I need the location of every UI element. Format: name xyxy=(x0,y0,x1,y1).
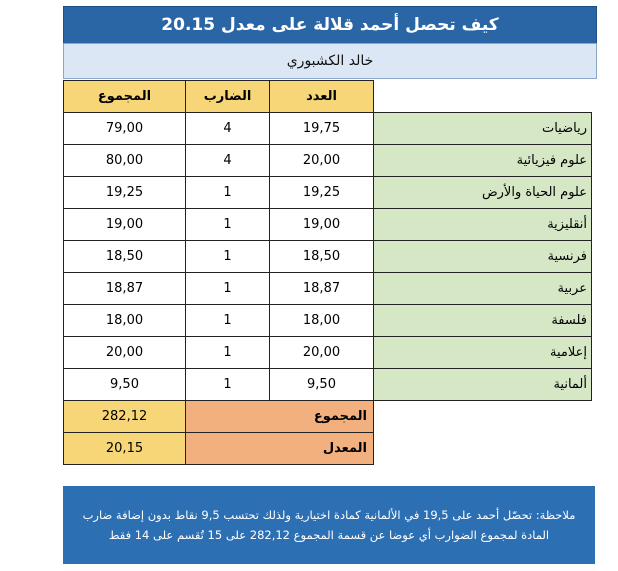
note-text: ملاحظة: تحصّل أحمد على 19,5 في الألمانية كمادة اختيارية ولذلك تحتسب 9,5 نقاط بدون إضافة ضارب المادة لمجموع الضوارب أي عوضا عن قسمة المجموع 282,12 على 15 تُقسم على 14 فقط xyxy=(82,508,576,542)
note-box xyxy=(63,486,595,564)
table-row xyxy=(64,337,592,369)
row-subject: ألمانية xyxy=(374,369,592,401)
row-subject: فلسفة xyxy=(374,305,592,337)
header-coefficient: الضارب xyxy=(186,81,270,113)
row-coefficient: 1 xyxy=(186,273,270,305)
sum-label: المجموع xyxy=(186,401,374,433)
row-total: 19,25 xyxy=(64,177,186,209)
row-coefficient: 1 xyxy=(186,241,270,273)
header-blank xyxy=(374,81,592,113)
row-total: 18,00 xyxy=(64,305,186,337)
table-row xyxy=(64,177,592,209)
row-coefficient: 1 xyxy=(186,369,270,401)
sum-row xyxy=(64,401,592,433)
header-score: العدد xyxy=(270,81,374,113)
row-coefficient: 1 xyxy=(186,337,270,369)
row-total: 18,50 xyxy=(64,241,186,273)
row-total: 9,50 xyxy=(64,369,186,401)
table-row xyxy=(64,113,592,145)
row-score: 9,50 xyxy=(270,369,374,401)
author-name: خالد الكشبوري xyxy=(63,43,597,79)
row-subject: رياضيات xyxy=(374,113,592,145)
row-coefficient: 4 xyxy=(186,113,270,145)
row-coefficient: 1 xyxy=(186,209,270,241)
average-value: 20,15 xyxy=(64,433,186,465)
row-score: 19,00 xyxy=(270,209,374,241)
header-total: المجموع xyxy=(64,81,186,113)
average-row xyxy=(64,433,592,465)
row-subject: عربية xyxy=(374,273,592,305)
row-coefficient: 1 xyxy=(186,305,270,337)
sum-value: 282,12 xyxy=(64,401,186,433)
row-score: 18,00 xyxy=(270,305,374,337)
table-row xyxy=(64,209,592,241)
table-row xyxy=(64,145,592,177)
table-row xyxy=(64,369,592,401)
table-row xyxy=(64,305,592,337)
header-row xyxy=(64,81,592,113)
row-score: 20,00 xyxy=(270,145,374,177)
row-score: 18,50 xyxy=(270,241,374,273)
row-subject: إعلامية xyxy=(374,337,592,369)
row-score: 18,87 xyxy=(270,273,374,305)
grades-table xyxy=(63,80,592,465)
row-total: 80,00 xyxy=(64,145,186,177)
row-total: 79,00 xyxy=(64,113,186,145)
row-score: 19,75 xyxy=(270,113,374,145)
table-row xyxy=(64,241,592,273)
row-subject: علوم الحياة والأرض xyxy=(374,177,592,209)
row-total: 20,00 xyxy=(64,337,186,369)
row-subject: علوم فيزيائية xyxy=(374,145,592,177)
row-score: 20,00 xyxy=(270,337,374,369)
page-title: كيف تحصل أحمد قلالة على معدل 20.15 xyxy=(63,6,597,44)
row-coefficient: 1 xyxy=(186,177,270,209)
row-coefficient: 4 xyxy=(186,145,270,177)
row-score: 19,25 xyxy=(270,177,374,209)
row-subject: أنقليزية xyxy=(374,209,592,241)
row-total: 19,00 xyxy=(64,209,186,241)
document-frame xyxy=(63,0,615,571)
table-row xyxy=(64,273,592,305)
row-subject: فرنسية xyxy=(374,241,592,273)
average-label: المعدل xyxy=(186,433,374,465)
row-total: 18,87 xyxy=(64,273,186,305)
